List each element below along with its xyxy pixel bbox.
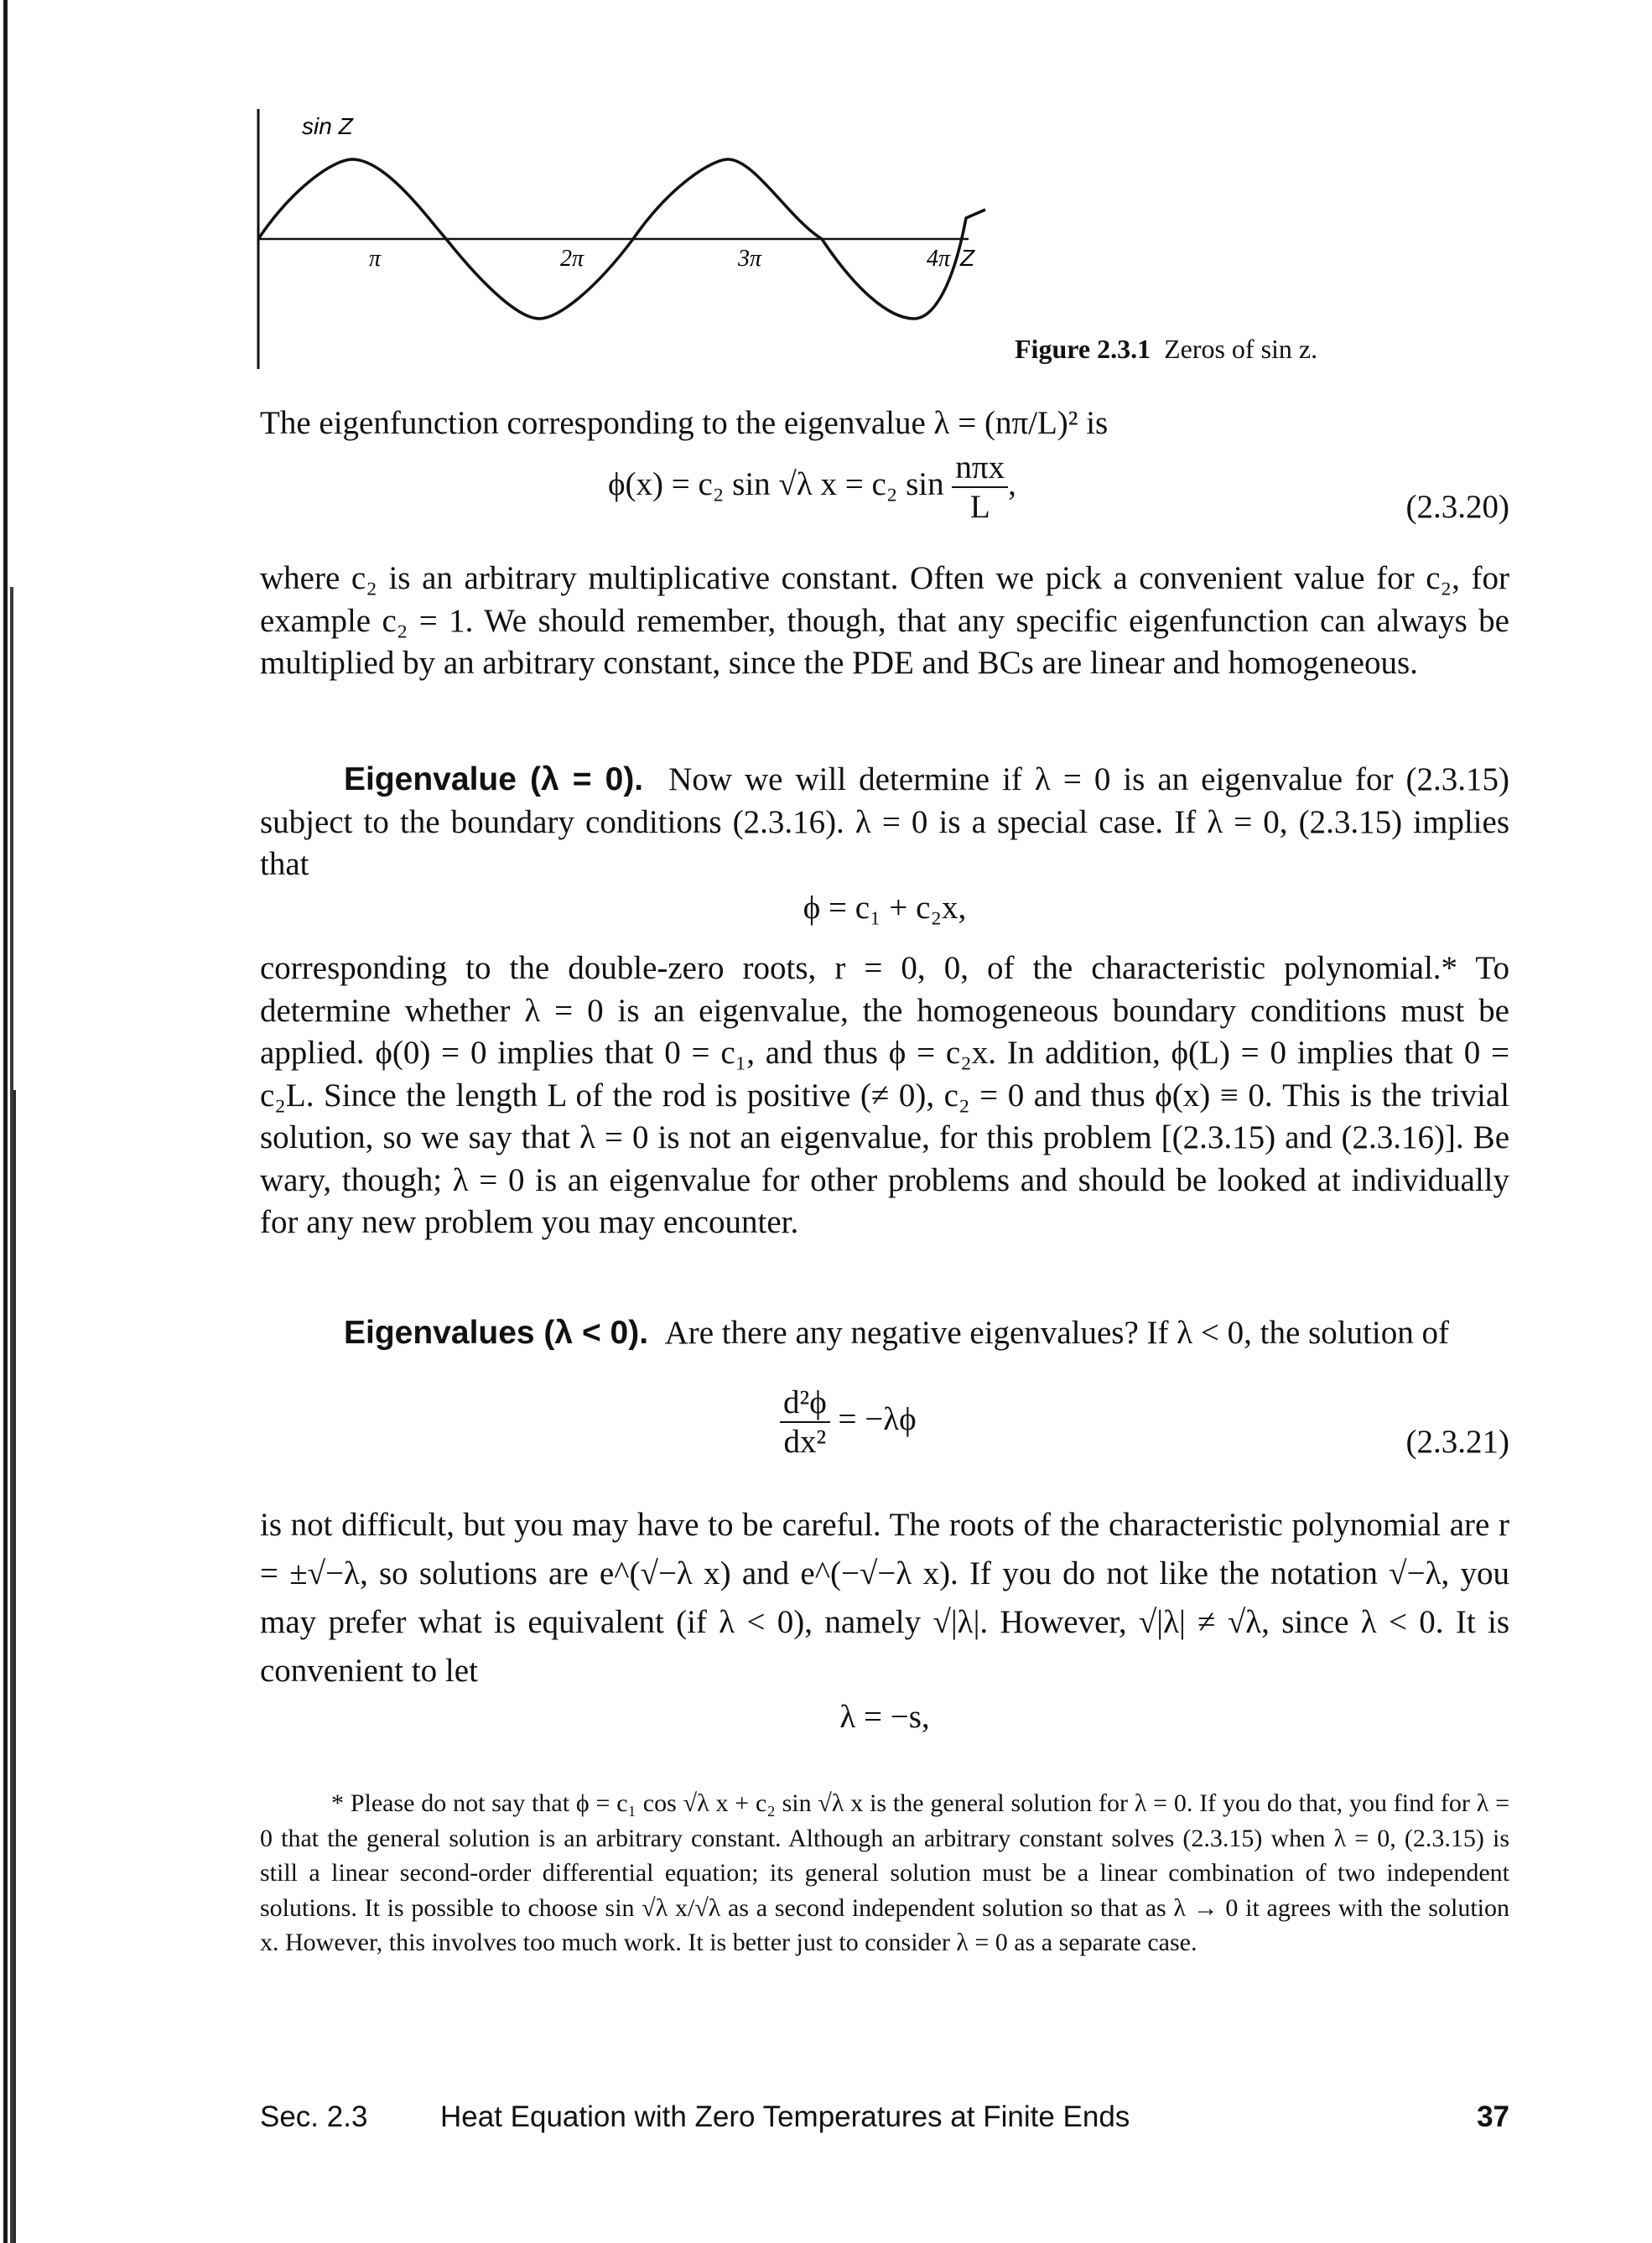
- tick-label-2pi: 2π: [560, 246, 584, 272]
- figure-caption-label: Figure 2.3.1: [1015, 334, 1151, 364]
- equation-phi-linear: ϕ = c₁ + c₂x,: [803, 890, 967, 926]
- footnote: * Please do not say that ϕ = c₁ cos √λ x + c₂ sin √λ x is the general solution for λ = 0. If you do that, you find for λ = 0 that the general solution is an arbitrary constant. Although an arbitrary constant solves (2.3.15) when λ = 0, (2.3.15) is still a linear second-order differential equation; its general solution must be a linear combination of two independent solutions. It is possible to choose sin √λ x/√λ as a second independent solution so that as λ → 0 it agrees with the solution x. However, this involves too much work. It is better just to consider λ = 0 as a separate case.: [260, 1789, 1509, 1956]
- page-number: 37: [1477, 2100, 1509, 2133]
- equation-lambda-minus-s: λ = −s,: [839, 1699, 930, 1735]
- fraction-numerator: nπx: [952, 449, 1008, 488]
- negative-eigenvalue-heading: Eigenvalues (λ < 0).: [344, 1315, 649, 1351]
- footer-section: Sec. 2.3: [260, 2100, 368, 2133]
- sine-zeros-figure: [252, 109, 1006, 377]
- equation-number-2-3-21: (2.3.21): [1405, 1424, 1509, 1460]
- eigenvalue-zero-intro: [260, 759, 1509, 886]
- paragraph-trivial-solution: corresponding to the double-zero roots, r = 0, 0, of the characteristic polynomial.* To determine whether λ = 0 is an eigenvalue, the homogeneous boundary conditions must be applied. ϕ(0) = 0 implies that 0 = c₁, and thus ϕ = c₂x. In addition, ϕ(L) = 0 implies that 0 = c₂L. Since the length L of the rod is positive (≠ 0), c₂ = 0 and thus ϕ(x) ≡ 0. This is the trivial solution, so we say that λ = 0 is not an eigenvalue, for this problem [(2.3.15) and (2.3.16)]. Be wary, though; λ = 0 is an eigenvalue for other problems and should be looked at individually for any new problem you may encounter.: [260, 950, 1509, 1240]
- fraction-numerator: d²ϕ: [780, 1384, 830, 1423]
- tick-label-pi: π: [369, 246, 382, 272]
- equation-2-3-21-rhs: = −λϕ: [838, 1400, 917, 1437]
- negative-eigenvalue-text: Are there any negative eigenvalues? If λ < 0, the solution of: [664, 1315, 1449, 1351]
- equation-2-3-20-fraction: [952, 449, 1008, 526]
- negative-eigenvalue-intro: [260, 1312, 1509, 1355]
- tick-label-3pi: 3π: [738, 246, 762, 272]
- figure-caption: [1015, 334, 1317, 365]
- equation-2-3-21-fraction: [780, 1384, 830, 1461]
- y-axis-label: sin Z: [302, 113, 353, 139]
- figure-caption-text: Zeros of sin z.: [1164, 334, 1318, 364]
- intro-line: The eigenfunction corresponding to the eigenvalue λ = (nπ/L)² is: [260, 405, 1109, 441]
- paragraph-c2-constant: where c₂ is an arbitrary multiplicative constant. Often we pick a convenient value for c₂, for example c₂ = 1. We should remember, though, that any specific eigenfunction can always be multiplied by an arbitrary constant, since the PDE and BCs are linear and homogeneous.: [260, 560, 1509, 681]
- scan-spine-artifact: [0, 0, 18, 2243]
- equation-2-3-20-lhs: ϕ(x) = c₂ sin √λ x = c₂ sin: [608, 465, 944, 502]
- footer-title: Heat Equation with Zero Temperatures at Finite Ends: [440, 2100, 1130, 2133]
- tick-label-4pi: 4π: [927, 246, 951, 272]
- fraction-denominator: dx²: [783, 1424, 827, 1460]
- equation-2-3-20: [608, 449, 1016, 526]
- paragraph-negative-roots: is not difficult, but you may have to be careful. The roots of the characteristic polynomial are r = ±√−λ, so solutions are e^(√−λ x) and e^(−√−λ x). If you do not like the notation √−λ, you may prefer what is equivalent (if λ < 0), namely √|λ|. However, √|λ| ≠ √λ, since λ < 0. It is convenient to let: [260, 1507, 1509, 1689]
- equation-2-3-20-tail: ,: [1008, 465, 1016, 502]
- equation-number-2-3-20: (2.3.20): [1405, 489, 1509, 525]
- eigenvalue-zero-text: Now we will determine if λ = 0 is an eigenvalue for (2.3.15) subject to the boundary conditions (2.3.16). λ = 0 is a special case. If λ = 0, (2.3.15) implies that: [260, 761, 1510, 882]
- fraction-denominator: L: [969, 489, 990, 525]
- equation-2-3-21: [780, 1384, 917, 1461]
- eigenvalue-zero-heading: Eigenvalue (λ = 0).: [344, 761, 644, 797]
- x-axis-label: Z: [960, 245, 975, 271]
